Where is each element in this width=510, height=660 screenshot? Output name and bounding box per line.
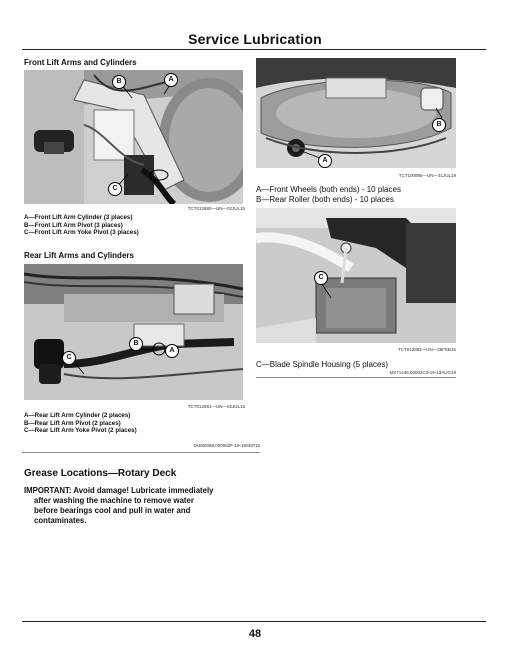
caption-b: B—Rear Roller (both ends) - 10 places <box>256 195 394 204</box>
callout-b: B <box>112 75 126 89</box>
important-line-4: contaminates. <box>34 516 87 525</box>
callout-a: A <box>318 154 332 168</box>
caption-c: C—Front Lift Arm Yoke Pivot (3 places) <box>24 229 139 236</box>
spindle-section-code: MX71445,00002C3-19-13AUG19 <box>389 370 456 375</box>
callout-c: C <box>314 271 328 285</box>
deck-captions <box>256 185 401 205</box>
callout-c: C <box>108 182 122 196</box>
spindle-caption: C—Blade Spindle Housing (5 places) <box>256 360 389 369</box>
section-divider <box>256 377 456 378</box>
callout-b: B <box>432 118 446 132</box>
spindle-photo-ref: TCT012882—UN—28FEB15 <box>397 347 456 352</box>
rear-lift-arms-photo <box>24 264 243 400</box>
callout-a: A <box>165 344 179 358</box>
rear-photo-ref: TCT012881—UN—02JUL15 <box>187 404 245 409</box>
callout-c: C <box>62 351 76 365</box>
front-lift-heading: Front Lift Arms and Cylinders <box>24 58 137 67</box>
callout-b: B <box>129 337 143 351</box>
caption-b: B—Rear Lift Arm Pivot (2 places) <box>24 419 121 427</box>
front-photo-ref: TCT012880—UN—02JUL15 <box>187 206 245 211</box>
caption-a: A—Front Wheels (both ends) - 10 places <box>256 185 401 194</box>
important-notice <box>24 486 249 526</box>
rear-captions <box>24 412 137 435</box>
caption-c: C—Rear Lift Arm Yoke Pivot (2 places) <box>24 427 137 434</box>
blade-spindle-photo <box>256 208 456 343</box>
deck-photo-ref: TCT100895—UN—31JUL19 <box>398 173 456 178</box>
rear-lift-heading: Rear Lift Arms and Cylinders <box>24 251 134 260</box>
rear-section-code: OUM0068,000082F-19-18SEP15 <box>193 443 260 448</box>
grease-heading: Grease Locations—Rotary Deck <box>24 468 177 479</box>
deck-wheels-photo <box>256 58 456 168</box>
important-line-3: before bearings cool and pull in water and <box>34 506 191 515</box>
caption-a: A—Front Lift Arm Cylinder (3 places) <box>24 214 133 221</box>
section-divider <box>22 452 260 453</box>
callout-a: A <box>164 73 178 87</box>
footer-rule <box>22 621 486 622</box>
front-captions <box>24 214 139 237</box>
header-rule <box>22 49 486 50</box>
caption-a: A—Rear Lift Arm Cylinder (2 places) <box>24 412 131 419</box>
page-title: Service Lubrication <box>188 31 322 47</box>
important-line-2: after washing the machine to remove water <box>34 496 194 505</box>
important-line-1: IMPORTANT: Avoid damage! Lubricate immediately <box>24 486 214 495</box>
caption-b: B—Front Lift Arm Pivot (3 places) <box>24 221 123 229</box>
page-number: 48 <box>248 628 262 640</box>
front-lift-arms-photo <box>24 70 243 204</box>
